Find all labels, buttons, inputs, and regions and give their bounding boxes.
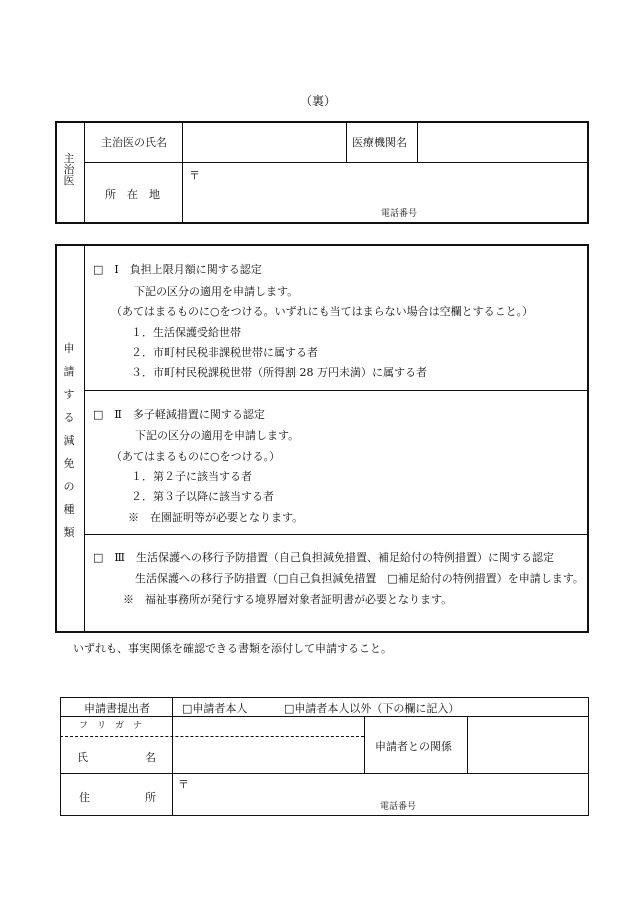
attachment-note: いずれも、事実関係を確認できる書類を添付して申請すること。	[73, 642, 392, 655]
doctor-name-field[interactable]	[184, 123, 345, 161]
part2-note: ※ 在園証明等が必要となります。	[128, 511, 304, 524]
applicant-phone-label: 電話番号	[380, 802, 417, 812]
part3-line1[interactable]: 生活保護への移行予防措置（□自己負担減免措置 □補足給付の特例措置）を申請します。	[135, 572, 584, 585]
part1-line1: 下記の区分の適用を申請します。	[134, 285, 299, 298]
furigana-field[interactable]	[174, 718, 363, 735]
institution-field[interactable]	[419, 123, 587, 161]
part1-item-2[interactable]: ２．市町村民税非課税世帯に属する者	[131, 346, 318, 359]
page-title: （裏）	[300, 94, 337, 108]
institution-label: 医療機関名	[352, 136, 407, 149]
part2-line1: 下記の区分の適用を申請します。	[135, 429, 300, 442]
part1-item-3[interactable]: ３．市町村民税課税世帯（所得割 28 万円未満）に属する者	[131, 366, 427, 379]
reduction-side-label: 申 請 す る 減 免 の 種 類	[63, 342, 75, 539]
doctor-name-label: 主治医の氏名	[101, 136, 167, 149]
doctor-postal-mark: 〒	[189, 169, 200, 182]
applicant-address-label-a: 住	[79, 791, 90, 804]
applicant-address-label-b: 所	[145, 791, 156, 804]
applicant-name-label-a: 氏	[77, 751, 88, 764]
applicant-name-field[interactable]	[174, 738, 363, 772]
part3-note: ※ 福祉事務所が発行する境界層対象者証明書が必要となります。	[123, 593, 453, 606]
applicant-postal-mark: 〒	[178, 778, 189, 791]
doctor-address-label: 所 在 地	[105, 188, 160, 201]
relation-field[interactable]	[469, 718, 588, 772]
part1-line2: （あてはまるものに○をつける。いずれにも当てはまらない場合は空欄とすること。）	[111, 305, 534, 318]
applicant-name-label-b: 名	[145, 751, 156, 764]
part2-item-2[interactable]: ２．第３子以降に該当する者	[131, 490, 274, 503]
furigana-label: フ リ ガ ナ	[79, 721, 143, 731]
doctor-side-label: 主 治 医	[63, 152, 75, 187]
part1-item-1[interactable]: １．生活保護受給世帯	[131, 326, 241, 339]
part3-heading[interactable]: □ Ⅲ 生活保護への移行予防措置（自己負担減免措置、補足給付の特例措置）に関する認定	[93, 551, 554, 564]
submitter-label: 申請書提出者	[84, 702, 150, 715]
part2-item-1[interactable]: １．第２子に該当する者	[131, 470, 252, 483]
relation-label: 申請者との関係	[375, 740, 452, 753]
option-other-checkbox[interactable]: □申請者本人以外（下の欄に記入）	[284, 702, 460, 715]
part1-heading[interactable]: □ Ⅰ 負担上限月額に関する認定	[93, 263, 262, 276]
doctor-phone-label: 電話番号	[381, 209, 418, 219]
option-self-checkbox[interactable]: □申請者本人	[182, 702, 248, 715]
part2-line2: （あてはまるものに○をつける。）	[111, 450, 281, 463]
part2-heading[interactable]: □ Ⅱ 多子軽減措置に関する認定	[93, 408, 265, 421]
